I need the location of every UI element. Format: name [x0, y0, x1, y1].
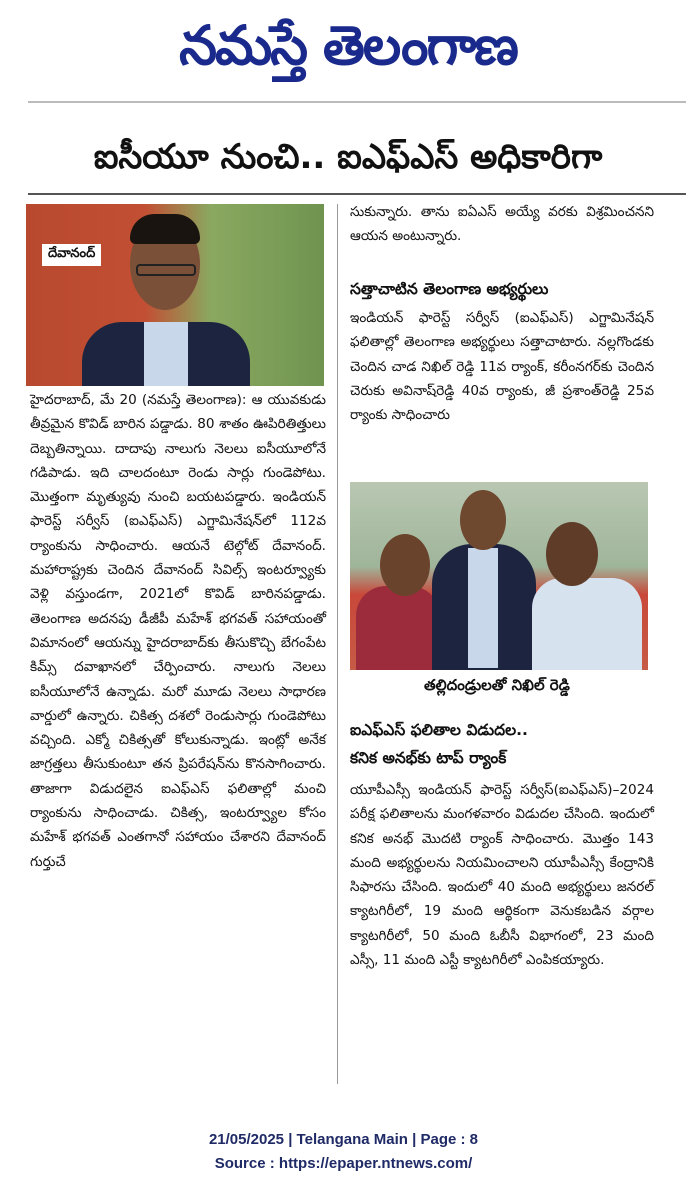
devanand-photo	[26, 204, 324, 386]
footer-source: Source : https://epaper.ntnews.com/	[214, 1155, 473, 1172]
nikhil-reddy-family-photo	[350, 482, 648, 670]
subheading-ifs-results	[350, 716, 528, 772]
left-column-text	[30, 388, 326, 874]
subheading-telangana-candidates: సత్తాచాటిన తెలంగాణ అభ్యర్థులు	[350, 280, 549, 298]
telangana-candidates-text	[350, 306, 654, 427]
article-headline: ఐసీయూ నుంచి.. ఐఎఫ్ఎస్ అధికారిగా	[93, 137, 603, 177]
body-paragraph: సుకున్నారు. తాను ఐఏఎస్ అయ్యే వరకు విశ్రమించనని ఆయన అంటున్నారు.	[350, 204, 654, 245]
body-paragraph: యూపీఎస్సీ ఇండియన్ ఫారెస్ట్ సర్వీస్(ఐఎఫ్ఎస్)–2024 పరీక్ష ఫలితాలను మంగళవారం విడుదల చేసింది. ఇందులో కనిక అనభ్ మొదటి ర్యాంక్ సాధించారు. మొత్తం 143 మంది అభ్యర్థులను నియమించాలని యూపీఎస్సీ కేంద్రానికి సిఫారసు చేసింది. ఇందులో 40 మంది అభ్యర్థులు జనరల్ క్యాటగిరీలో, 19 మంది ఆర్థికంగా వెనుకబడిన వర్గాల క్యాటగిరీలో, 50 మంది ఓబీసీ విభాగంలో, 23 మంది ఎస్సీ, 11 మంది ఎస్టీ క్యాటగిరీలో ఎంపికయ్యారు.	[350, 782, 654, 969]
column-divider	[337, 204, 338, 1084]
photo-caption-nikhil-reddy: తల్లిదండ్రులతో నిఖిల్ రెడ్డి	[424, 676, 570, 694]
subheading-line: ఐఎఫ్ఎస్ ఫలితాల విడుదల..	[350, 721, 528, 739]
newspaper-logo: నమస్తే తెలంగాణ	[179, 14, 517, 77]
masthead	[0, 0, 687, 100]
ifs-results-text	[350, 778, 654, 972]
footer-date-page: 21/05/2025 | Telangana Main | Page : 8	[208, 1131, 479, 1148]
headline-divider	[28, 193, 686, 195]
body-paragraph: ఇండియన్ ఫారెస్ట్ సర్వీస్ (ఐఎఫ్ఎస్) ఎగ్జామినేషన్ ఫలితాల్లో తెలంగాణ అభ్యర్థులు సత్తాచాటారు. నల్లగొండకు చెందిన చాడ నిఖిల్ రెడ్డి 11వ ర్యాంక్, కరీంనగర్‌కు చెందిన చెరుకు అవినాష్‌రెడ్డి 40వ ర్యాంకు, జీ ప్రశాంత్‌రెడ్డి 25వ ర్యాంకు సాధించారు	[350, 310, 654, 424]
right-column-continuation	[350, 200, 654, 249]
body-paragraph: హైదరాబాద్, మే 20 (నమస్తే తెలంగాణ): ఆ యువకుడు తీవ్రమైన కొవిడ్ బారిన పడ్డాడు. 80 శాతం ఊపిరితిత్తులు దెబ్బతిన్నాయి. దాదాపు నాలుగు నెలలు ఐసీయూలోనే గడిపాడు. ఇది చాలదంటూ రెండు సార్లు గుండెపోటు. మొత్తంగా మృత్యువు నుంచి బయటపడ్డారు. ఇండియన్ ఫారెస్ట్ సర్వీస్ (ఐఎఫ్ఎస్) ఎగ్జామినేషన్‌లో 112వ ర్యాంకును సాధించారు. ఆయనే టెల్గోట్ దేవానంద్. మహారాష్ట్రకు చెందిన దేవానంద్ సివిల్స్ ఇంటర్వ్యూకు వెళ్లి వస్తుండగా, 2021లో కొవిడ్ బారినపడ్డాడు. తెలంగాణ అదనపు డీజీపీ మహేశ్ భగవత్ సహాయంతో విమానంలో ఆయన్ను హైదరాబాద్‌కు తీసుకొచ్చి బేగంపేట కిమ్స్ దవాఖానలో చేర్పించారు. నాలుగు నెలలు ఐసీయూలోనే ఉన్నాడు. మరో మూడు నెలలు సాధారణ వార్డులో ఉన్నారు. చికిత్స దశలో రెండుసార్లు గుండెపోటు వచ్చింది. ఎక్మో చికిత్సతో కోలుకున్నాడు. ఇంట్లో అనేక జాగ్రత్తలు తీసుకుంటూ తన ప్రిపరేషన్‌ను కొనసాగించారు. తాజాగా విడుదలైన ఐఎఫ్ఎస్ ఫలితాల్లో మంచి ర్యాంకును సాధించాడు. చికిత్స, ఇంటర్వ్యూల కోసం మహేశ్ భగవత్ ఎంతగానో సహాయం చేశారని దేవానంద్ గుర్తుచే	[30, 392, 326, 870]
photo-caption-devanand: దేవానంద్	[42, 244, 101, 266]
subheading-line: కనిక అనభ్‌కు టాప్ ర్యాంక్	[350, 749, 507, 767]
masthead-divider	[28, 101, 686, 103]
